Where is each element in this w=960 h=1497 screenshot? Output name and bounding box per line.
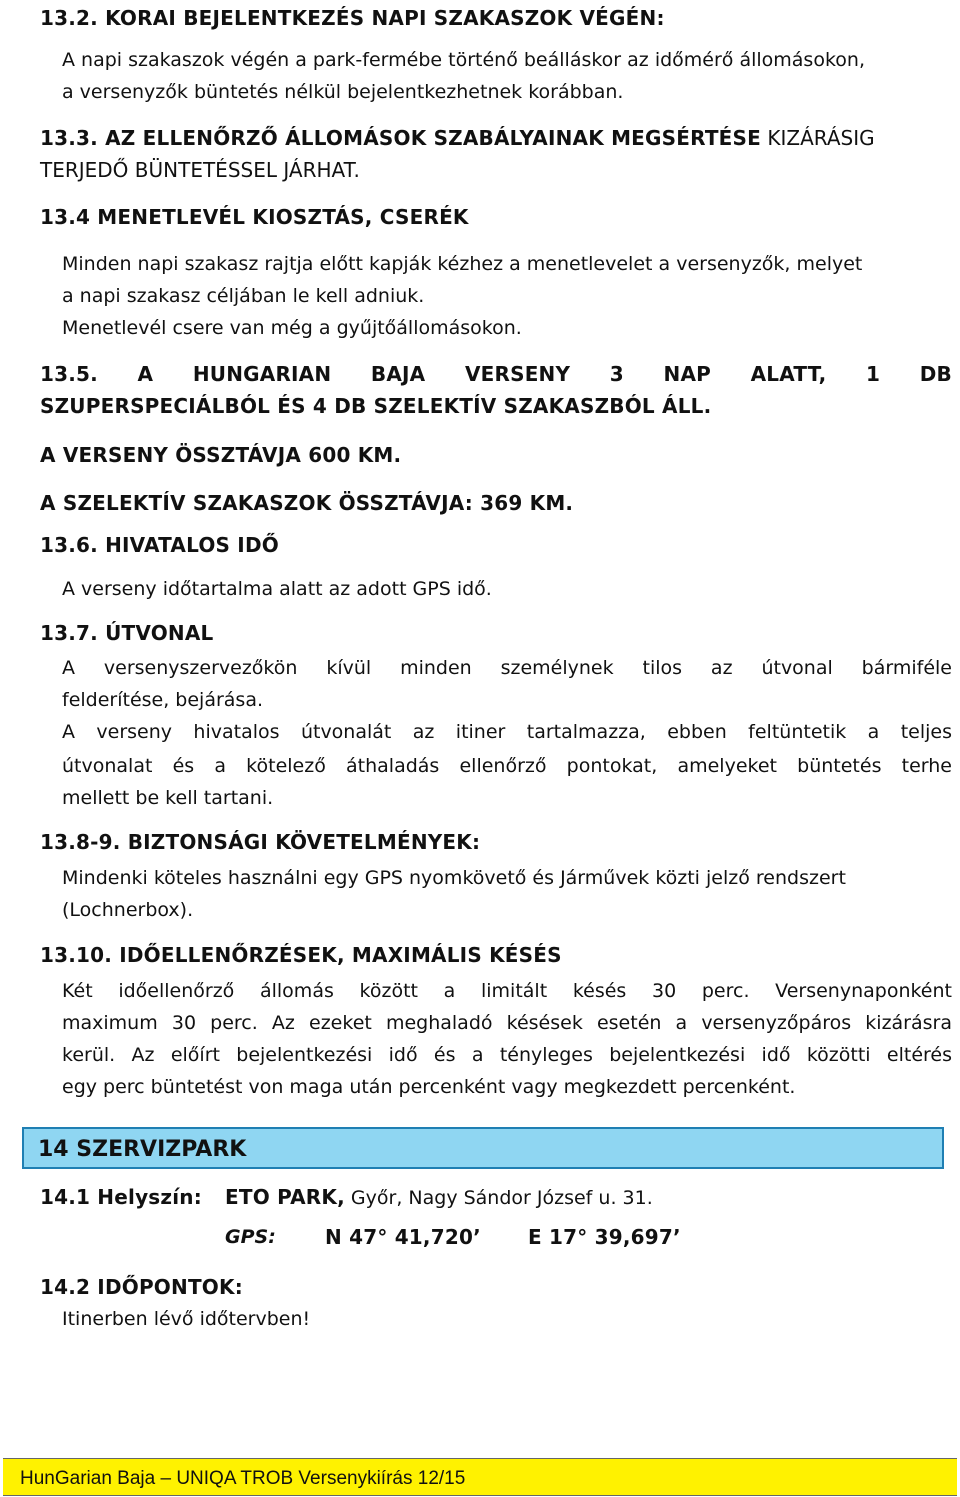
- section-14-heading: 14 SZERVIZPARK: [38, 1137, 247, 1162]
- section-13-3-heading-bold: 13.3. AZ ELLENŐRZŐ ÁLLOMÁSOK SZABÁLYAINAK MEGSÉRTÉSE: [40, 126, 761, 150]
- section-13-7-line5: mellett be kell tartani.: [62, 787, 274, 809]
- location-label: 14.1 Helyszín:: [40, 1185, 202, 1209]
- section-13-4-line3: Menetlevél csere van még a gyűjtőállomásokon.: [62, 317, 522, 339]
- section-13-4-heading: 13.4 MENETLEVÉL KIOSZTÁS, CSERÉK: [40, 205, 469, 229]
- section-13-7-heading: 13.7. ÚTVONAL: [40, 621, 214, 645]
- section-13-10-heading: 13.10. IDŐELLENŐRZÉSEK, MAXIMÁLIS KÉSÉS: [40, 943, 562, 967]
- section-13-5-line4: A SZELEKTÍV SZAKASZOK ÖSSZTÁVJA: 369 KM.: [40, 491, 574, 515]
- gps-north: N 47° 41,720’: [325, 1225, 481, 1249]
- section-13-3-heading: [40, 126, 875, 150]
- gps-east: E 17° 39,697’: [528, 1225, 681, 1249]
- section-13-4-line2: a napi szakasz céljában le kell adniuk.: [62, 285, 425, 307]
- section-13-8-heading: 13.8-9. BIZTONSÁGI KÖVETELMÉNYEK:: [40, 830, 481, 854]
- section-13-2-heading: 13.2. KORAI BEJELENTKEZÉS NAPI SZAKASZOK VÉGÉN:: [40, 6, 665, 30]
- location-name: ETO PARK,: [225, 1185, 345, 1209]
- section-13-8-line2: (Lochnerbox).: [62, 899, 194, 921]
- gps-label: GPS:: [225, 1226, 276, 1248]
- page-footer: [3, 1458, 957, 1496]
- section-13-2-line2: a versenyzők büntetés nélkül bejelentkezhetnek korábban.: [62, 81, 624, 103]
- section-13-4-line1: Minden napi szakasz rajtja előtt kapják kézhez a menetlevelet a versenyzők, melyet: [62, 253, 863, 275]
- times-label: 14.2 IDŐPONTOK:: [40, 1275, 243, 1299]
- section-13-10-line1: Két időellenőrző állomás között a limitált késés 30 perc. Versenynaponként: [62, 980, 952, 1002]
- section-13-10-line3: kerül. Az előírt bejelentkezési idő és a tényleges bejelentkezési idő közötti eltérés: [62, 1044, 952, 1066]
- section-13-10-line2: maximum 30 perc. Az ezeket meghaladó késések esetén a versenyzőpáros kizárásra: [62, 1012, 952, 1034]
- footer-text: HunGarian Baja – UNIQA TROB Versenykiírás 12/15: [20, 1468, 466, 1489]
- location-address: Győr, Nagy Sándor József u. 31.: [344, 1187, 653, 1209]
- section-13-5-line3: A VERSENY ÖSSZTÁVJA 600 KM.: [40, 443, 402, 467]
- section-14-heading-bar: [22, 1127, 944, 1169]
- section-13-8-line1: Mindenki köteles használni egy GPS nyomkövető és Járművek közti jelző rendszert: [62, 867, 846, 889]
- times-text: Itinerben lévő időtervben!: [62, 1308, 311, 1330]
- section-13-5-line2: SZUPERSPECIÁLBÓL ÉS 4 DB SZELEKTÍV SZAKASZBÓL ÁLL.: [40, 394, 712, 418]
- section-13-10-line4: egy perc büntetést von maga után percenként vagy megkezdett percenként.: [62, 1076, 796, 1098]
- section-13-3-heading-rest: KIZÁRÁSIG: [761, 126, 875, 150]
- section-13-5-line1: 13.5. A HUNGARIAN BAJA VERSENY 3 NAP ALATT, 1 DB: [40, 362, 952, 386]
- section-13-7-line3: A verseny hivatalos útvonalát az itiner tartalmazza, ebben feltüntetik a teljes: [62, 721, 952, 743]
- section-13-7-line2: felderítése, bejárása.: [62, 689, 264, 711]
- section-13-7-line4: útvonalat és a kötelező áthaladás ellenőrző pontokat, amelyeket büntetés terhe: [62, 755, 952, 777]
- section-13-3-heading-line2: TERJEDŐ BÜNTETÉSSEL JÁRHAT.: [40, 158, 360, 182]
- section-13-2-line1: A napi szakaszok végén a park-fermébe történő beálláskor az időmérő állomásokon,: [62, 49, 865, 71]
- location-value: [225, 1185, 653, 1209]
- section-13-7-line1: A versenyszervezőkön kívül minden személynek tilos az útvonal bármiféle: [62, 657, 952, 679]
- section-13-6-heading: 13.6. HIVATALOS IDŐ: [40, 533, 279, 557]
- section-13-6-line1: A verseny időtartalma alatt az adott GPS idő.: [62, 578, 492, 600]
